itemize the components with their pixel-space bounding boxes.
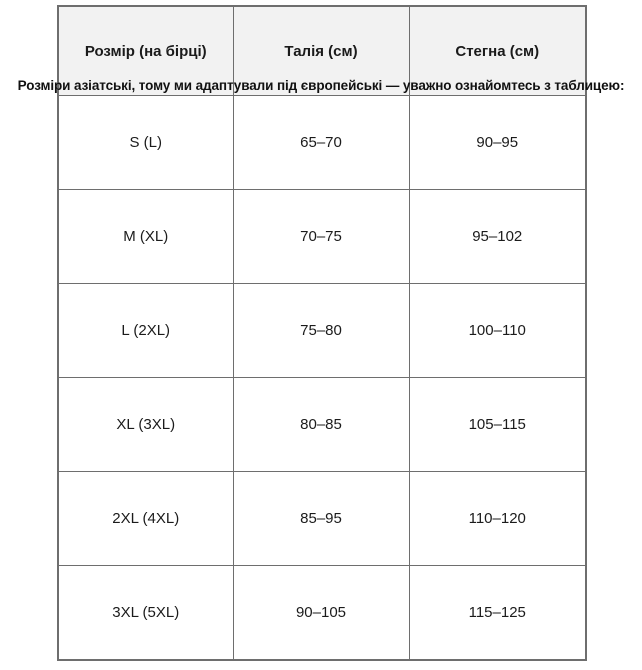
waist-cell: 75–80 [233, 284, 409, 378]
size-cell: M (XL) [58, 190, 233, 284]
table-row [58, 284, 586, 378]
table-row [58, 96, 586, 190]
size-table [57, 5, 587, 661]
table-header-row [58, 6, 586, 96]
header-cell-hips: Стегна (см) [409, 6, 586, 96]
size-cell: S (L) [58, 96, 233, 190]
header-cell-size: Розмір (на бірці) [58, 6, 233, 96]
size-note: Розміри азіатські, тому ми адаптували під європейські — уважно ознайомтесь з таблицею: [17, 78, 625, 93]
waist-cell: 65–70 [233, 96, 409, 190]
hips-cell: 95–102 [409, 190, 586, 284]
size-cell: 3XL (5XL) [58, 566, 233, 661]
hips-cell: 105–115 [409, 378, 586, 472]
table-row [58, 378, 586, 472]
hips-cell: 100–110 [409, 284, 586, 378]
waist-cell: 80–85 [233, 378, 409, 472]
hips-cell: 110–120 [409, 472, 586, 566]
hips-cell: 90–95 [409, 96, 586, 190]
hips-cell: 115–125 [409, 566, 586, 661]
size-cell: 2XL (4XL) [58, 472, 233, 566]
header-cell-waist: Талія (см) [233, 6, 409, 96]
waist-cell: 90–105 [233, 566, 409, 661]
waist-cell: 70–75 [233, 190, 409, 284]
size-cell: XL (3XL) [58, 378, 233, 472]
table-row [58, 566, 586, 661]
waist-cell: 85–95 [233, 472, 409, 566]
table-row [58, 190, 586, 284]
size-cell: L (2XL) [58, 284, 233, 378]
table-row [58, 472, 586, 566]
